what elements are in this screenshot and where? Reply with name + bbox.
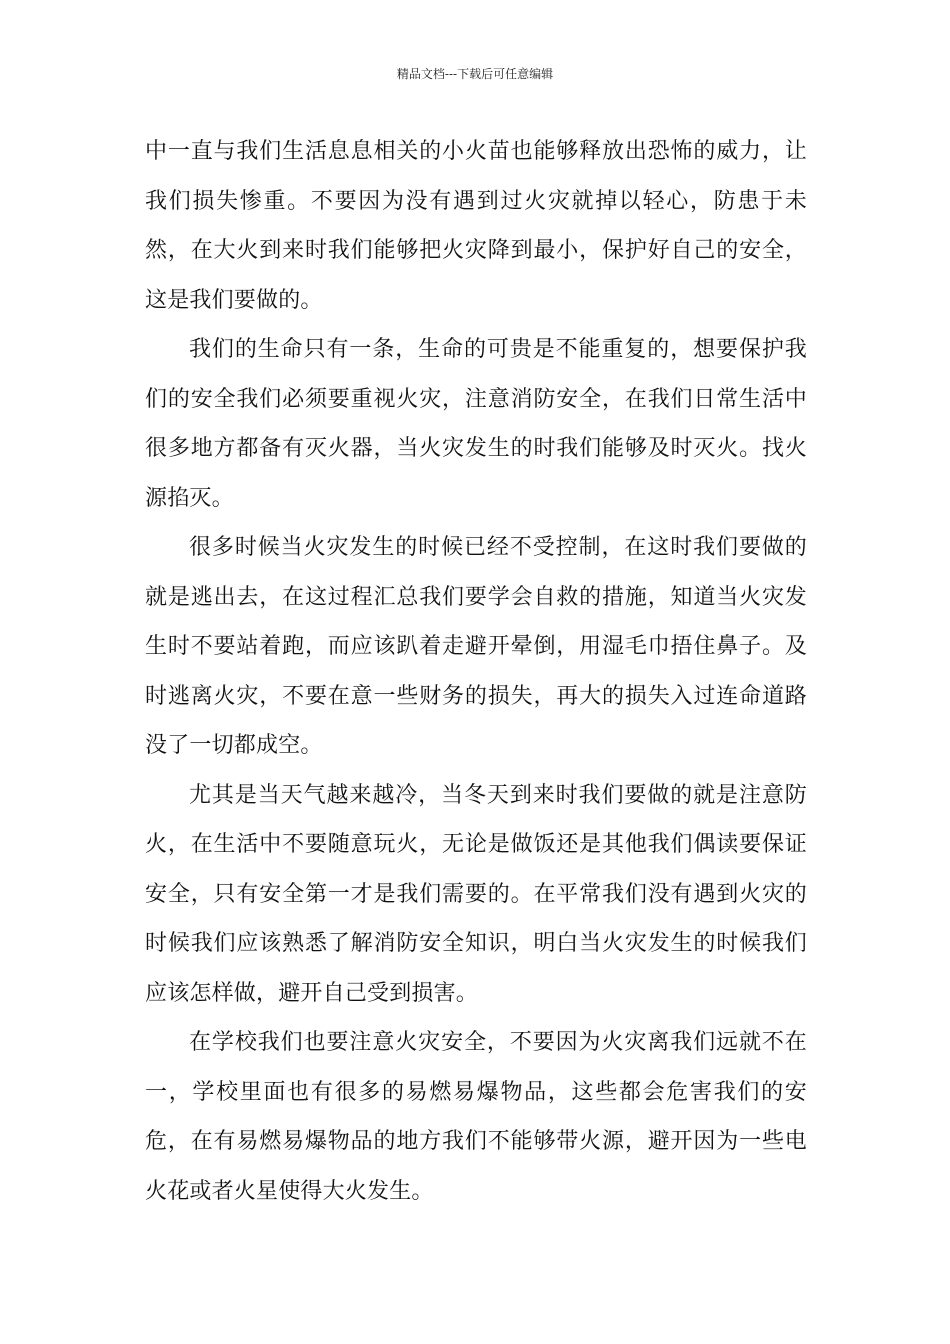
paragraph-escape: 很多时候当火灾发生的时候已经不受控制，在这时我们要做的就是逃出去，在这过程汇总我们要学会自救的措施，知道当火灾发生时不要站着跑，而应该趴着走避开晕倒，用湿毛巾捂住鼻子。及时逃离火灾，不要在意一些财务的损失，再大的损失入过连命道路没了一切都成空。 <box>145 535 807 758</box>
paragraph-school-safety: 在学校我们也要注意火灾安全，不要因为火灾离我们远就不在一，学校里面也有很多的易燃易爆物品，这些都会危害我们的安危，在有易燃易爆物品的地方我们不能够带火源，避开因为一些电火花或者火星使得大火发生。 <box>145 1030 807 1204</box>
page-header: 精品文档---下载后可任意编辑 <box>396 67 554 81</box>
paragraph-life-value: 我们的生命只有一条，生命的可贵是不能重复的，想要保护我们的安全我们必须要重视火灾，注意消防安全，在我们日常生活中很多地方都备有灭火器，当火灾发生的时我们能够及时灭火。找火源掐灭。 <box>145 337 807 511</box>
document-body <box>145 127 807 1216</box>
paragraph-winter-safety: 尤其是当天气越来越冷，当冬天到来时我们要做的就是注意防火，在生活中不要随意玩火，无论是做饭还是其他我们偶读要保证安全，只有安全第一才是我们需要的。在平常我们没有遇到火灾的时候我们应该熟悉了解消防安全知识，明白当火灾发生的时候我们应该怎样做，避开自己受到损害。 <box>145 782 807 1006</box>
paragraph-continuation: 中一直与我们生活息息相关的小火苗也能够释放出恐怖的威力，让我们损失惨重。不要因为没有遇到过火灾就掉以轻心，防患于未然，在大火到来时我们能够把火灾降到最小，保护好自己的安全，这是我们要做的。 <box>145 139 807 313</box>
